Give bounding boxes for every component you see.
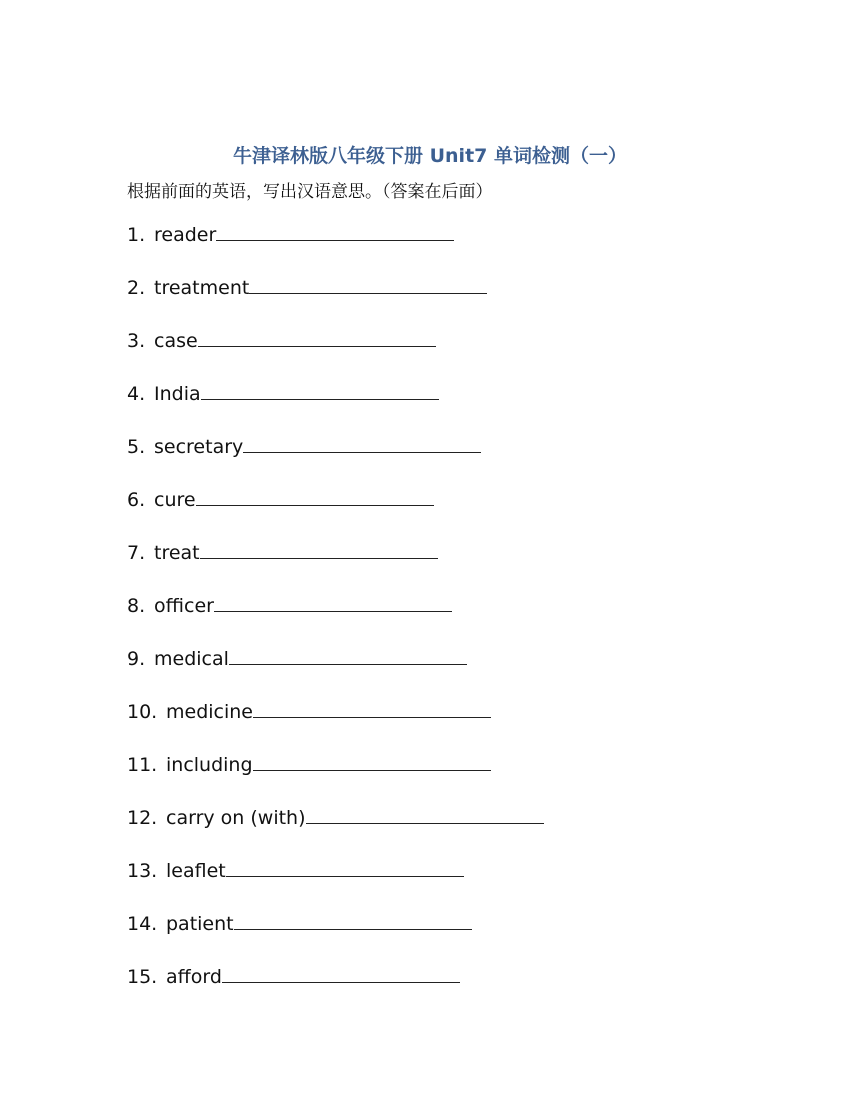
answer-blank[interactable] — [234, 911, 472, 930]
list-item — [127, 275, 544, 328]
item-word: treat — [154, 542, 200, 564]
answer-blank[interactable] — [214, 593, 452, 612]
list-item — [127, 911, 544, 964]
list-item — [127, 805, 544, 858]
list-item — [127, 434, 544, 487]
answer-blank[interactable] — [229, 646, 467, 665]
answer-blank[interactable] — [243, 434, 481, 453]
item-word: secretary — [154, 436, 244, 458]
answer-blank[interactable] — [216, 222, 454, 241]
item-number: 1. — [127, 224, 146, 246]
list-item — [127, 646, 544, 699]
item-number: 4. — [127, 383, 146, 405]
answer-blank[interactable] — [226, 858, 464, 877]
list-item — [127, 858, 544, 911]
item-word: medicine — [166, 701, 253, 723]
item-number: 11. — [127, 754, 158, 776]
answer-blank[interactable] — [196, 487, 434, 506]
item-number: 15. — [127, 966, 158, 988]
item-number: 2. — [127, 277, 146, 299]
answer-blank[interactable] — [198, 328, 436, 347]
answer-blank[interactable] — [201, 381, 439, 400]
item-number: 7. — [127, 542, 146, 564]
item-word: case — [154, 330, 198, 352]
item-number: 13. — [127, 860, 158, 882]
item-word: patient — [166, 913, 234, 935]
list-item — [127, 964, 544, 1017]
item-number: 8. — [127, 595, 146, 617]
item-number: 9. — [127, 648, 146, 670]
answer-blank[interactable] — [306, 805, 544, 824]
item-number: 6. — [127, 489, 146, 511]
item-word: medical — [154, 648, 229, 670]
item-word: cure — [154, 489, 196, 511]
item-word: including — [166, 754, 253, 776]
list-item — [127, 222, 544, 275]
list-item — [127, 328, 544, 381]
item-word: reader — [154, 224, 217, 246]
list-item — [127, 593, 544, 646]
item-word: officer — [154, 595, 214, 617]
item-number: 12. — [127, 807, 158, 829]
item-word: treatment — [154, 277, 250, 299]
item-number: 10. — [127, 701, 158, 723]
answer-blank[interactable] — [222, 964, 460, 983]
item-word: India — [154, 383, 201, 405]
item-number: 3. — [127, 330, 146, 352]
item-word: afford — [166, 966, 222, 988]
instruction-text: 根据前面的英语，写出汉语意思。（答案在后面） — [127, 182, 493, 202]
answer-blank[interactable] — [253, 752, 491, 771]
item-word: leaflet — [166, 860, 226, 882]
list-item — [127, 540, 544, 593]
item-word: carry on (with) — [166, 807, 306, 829]
answer-blank[interactable] — [200, 540, 438, 559]
answer-blank[interactable] — [253, 699, 491, 718]
answer-blank[interactable] — [249, 275, 487, 294]
list-item — [127, 699, 544, 752]
list-item — [127, 487, 544, 540]
item-number: 5. — [127, 436, 146, 458]
list-item — [127, 752, 544, 805]
page-title: 牛津译林版八年级下册 Unit7 单词检测（一） — [232, 145, 627, 167]
item-number: 14. — [127, 913, 158, 935]
list-item — [127, 381, 544, 434]
vocabulary-list — [127, 222, 544, 1017]
